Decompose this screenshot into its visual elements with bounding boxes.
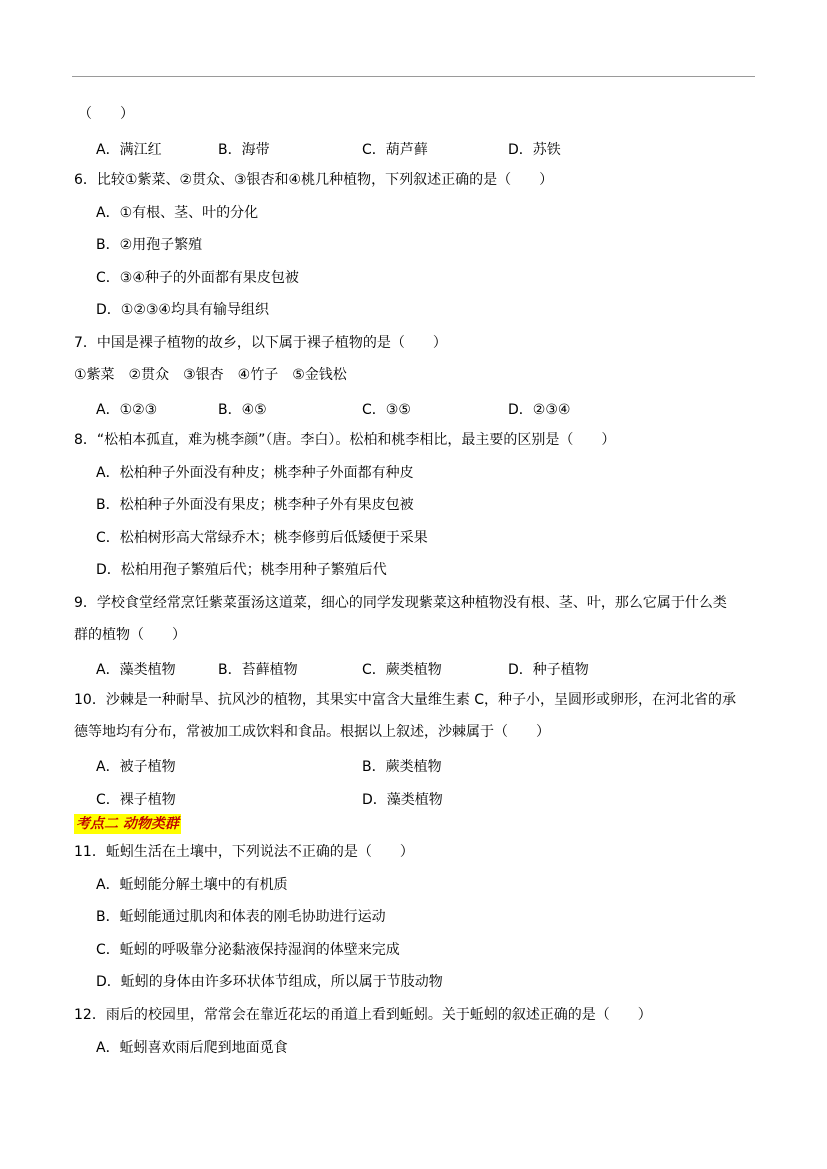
q7-option-b: B．④⑤ <box>218 402 267 418</box>
q10-option-c: C．裸子植物 <box>96 792 176 808</box>
q8-option-c: C．松柏树形高大常绿乔木；桃李修剪后低矮便于采果 <box>96 530 428 546</box>
q6-option-c: C．③④种子的外面都有果皮包被 <box>96 270 299 286</box>
q5-option-b: B．海带 <box>218 142 270 158</box>
q8-option-a: A．松柏种子外面没有种皮；桃李种子外面都有种皮 <box>96 465 414 481</box>
q7-option-c: C．③⑤ <box>362 402 411 418</box>
q9-option-b: B．苔藓植物 <box>218 662 298 678</box>
question-8: 8．“松柏本孤直，难为桃李颜”（唐。李白）。松柏和桃李相比，最主要的区别是（ ） <box>74 432 616 448</box>
q12-option-a: A．蚯蚓喜欢雨后爬到地面觅食 <box>96 1040 288 1056</box>
q7-plant-list: ①紫菜 ②贯众 ③银杏 ④竹子 ⑤金钱松 <box>74 367 347 383</box>
q5-option-d: D．苏铁 <box>508 142 561 158</box>
question-7: 7．中国是裸子植物的故乡，以下属于裸子植物的是（ ） <box>74 335 447 351</box>
question-9-line-1: 9．学校食堂经常烹饪紫菜蛋汤这道菜，细心的同学发现紫菜这种植物没有根、茎、叶，那么它属于什么类 <box>74 595 727 611</box>
q7-option-d: D．②③④ <box>508 402 571 418</box>
q9-option-c: C．蕨类植物 <box>362 662 442 678</box>
question-11: 11．蚯蚓生活在土壤中，下列说法不正确的是（ ） <box>74 844 414 860</box>
question-6: 6．比较①紫菜、②贯众、③银杏和④桃几种植物，下列叙述正确的是（ ） <box>74 172 554 188</box>
q9-option-a: A．藻类植物 <box>96 662 176 678</box>
q5-answer-paren: （ ） <box>78 106 134 122</box>
q11-option-a: A．蚯蚓能分解土壤中的有机质 <box>96 877 288 893</box>
question-10-line-1: 10．沙棘是一种耐旱、抗风沙的植物，其果实中富含大量维生素 C，种子小，呈圆形或卵形，在河北省的承 <box>74 692 737 708</box>
q11-option-b: B．蚯蚓能通过肌肉和体表的刚毛协助进行运动 <box>96 909 386 925</box>
q7-option-a: A．①②③ <box>96 402 158 418</box>
q10-option-a: A．被子植物 <box>96 759 176 775</box>
q10-option-b: B．蕨类植物 <box>362 759 442 775</box>
q8-option-b: B．松柏种子外面没有果皮；桃李种子外有果皮包被 <box>96 497 414 513</box>
q11-option-d: D．蚯蚓的身体由许多环状体节组成，所以属于节肢动物 <box>96 974 443 990</box>
q6-option-a: A．①有根、茎、叶的分化 <box>96 205 259 221</box>
q9-option-d: D．种子植物 <box>508 662 589 678</box>
question-10-line-2: 德等地均有分布，常被加工成饮料和食品。根据以上叙述，沙棘属于（ ） <box>74 724 550 740</box>
question-12: 12．雨后的校园里，常常会在靠近花坛的甬道上看到蚯蚓。关于蚯蚓的叙述正确的是（ ） <box>74 1007 652 1023</box>
q5-option-c: C．葫芦藓 <box>362 142 428 158</box>
q10-option-d: D．藻类植物 <box>362 792 443 808</box>
header-rule <box>72 76 755 77</box>
section-heading: 考点二 动物类群 <box>76 816 179 832</box>
q5-option-a: A．满江红 <box>96 142 162 158</box>
question-9-line-2: 群的植物（ ） <box>74 627 186 643</box>
q8-option-d: D．松柏用孢子繁殖后代；桃李用种子繁殖后代 <box>96 562 387 578</box>
q6-option-b: B．②用孢子繁殖 <box>96 237 203 253</box>
q11-option-c: C．蚯蚓的呼吸靠分泌黏液保持湿润的体壁来完成 <box>96 942 400 958</box>
q6-option-d: D．①②③④均具有输导组织 <box>96 302 269 318</box>
